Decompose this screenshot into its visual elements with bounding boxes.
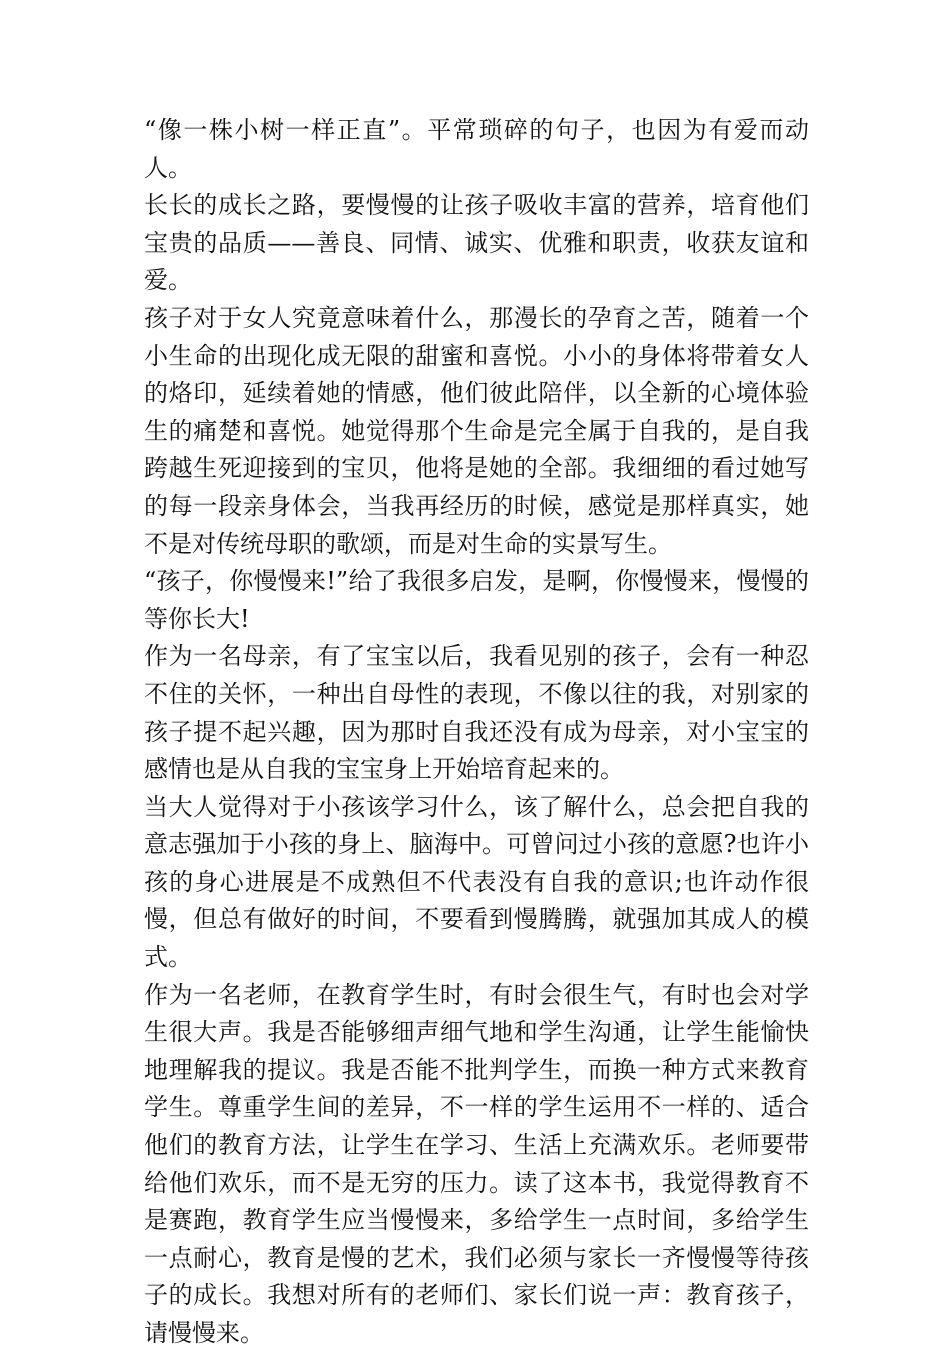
paragraph-1: “像一株小树一样正直”。平常琐碎的句子，也因为有爱而动人。 bbox=[144, 116, 809, 182]
paragraph-2: 长长的成长之路，要慢慢的让孩子吸收丰富的营养，培育他们宝贵的品质——善良、同情、诚实、优雅和职责，收获友谊和爱。 bbox=[144, 191, 809, 295]
paragraph-3: 孩子对于女人究竟意味着什么，那漫长的孕育之苦，随着一个小生命的出现化成无限的甜蜜和喜悦。小小的身体将带着女人的烙印，延续着她的情感，他们彼此陪伴，以全新的心境体验生的痛楚和喜悦。她觉得那个生命是完全属于自我的，是自我跨越生死迎接到的宝贝，他将是她的全部。我细细的看过她写的每一段亲身体会，当我再经历的时候，感觉是那样真实，她不是对传统母职的歌颂，而是对生命的实景写生。 bbox=[144, 303, 809, 558]
paragraph-4: “孩子，你慢慢来!”给了我很多启发，是啊，你慢慢来，慢慢的等你长大! bbox=[144, 567, 809, 633]
document-body bbox=[144, 112, 809, 1353]
paragraph-7: 作为一名老师，在教育学生时，有时会很生气，有时也会对学生很大声。我是否能够细声细气地和学生沟通，让学生能愉快地理解我的提议。我是否能不批判学生，而换一种方式来教育学生。尊重学生间的差异，不一样的学生运用不一样的、适合他们的教育方法，让学生在学习、生活上充满欢乐。老师要带给他们欢乐，而不是无穷的压力。读了这本书，我觉得教育不是赛跑，教育学生应当慢慢来，多给学生一点时间，多给学生一点耐心，教育是慢的艺术，我们必须与家长一齐慢慢等待孩子的成长。我想对所有的老师们、家长们说一声：教育孩子，请慢慢来。 bbox=[144, 980, 809, 1347]
paragraph-6: 当大人觉得对于小孩该学习什么，该了解什么，总会把自我的意志强加于小孩的身上、脑海中。可曾问过小孩的意愿?也许小孩的身心进展是不成熟但不代表没有自我的意识;也许动作很慢，但总有做好的时间，不要看到慢腾腾，就强加其成人的模式。 bbox=[144, 792, 809, 972]
paragraph-5: 作为一名母亲，有了宝宝以后，我看见别的孩子，会有一种忍不住的关怀，一种出自母性的表现，不像以往的我，对别家的孩子提不起兴趣，因为那时自我还没有成为母亲，对小宝宝的感情也是从自我的宝宝身上开始培育起来的。 bbox=[144, 642, 809, 784]
